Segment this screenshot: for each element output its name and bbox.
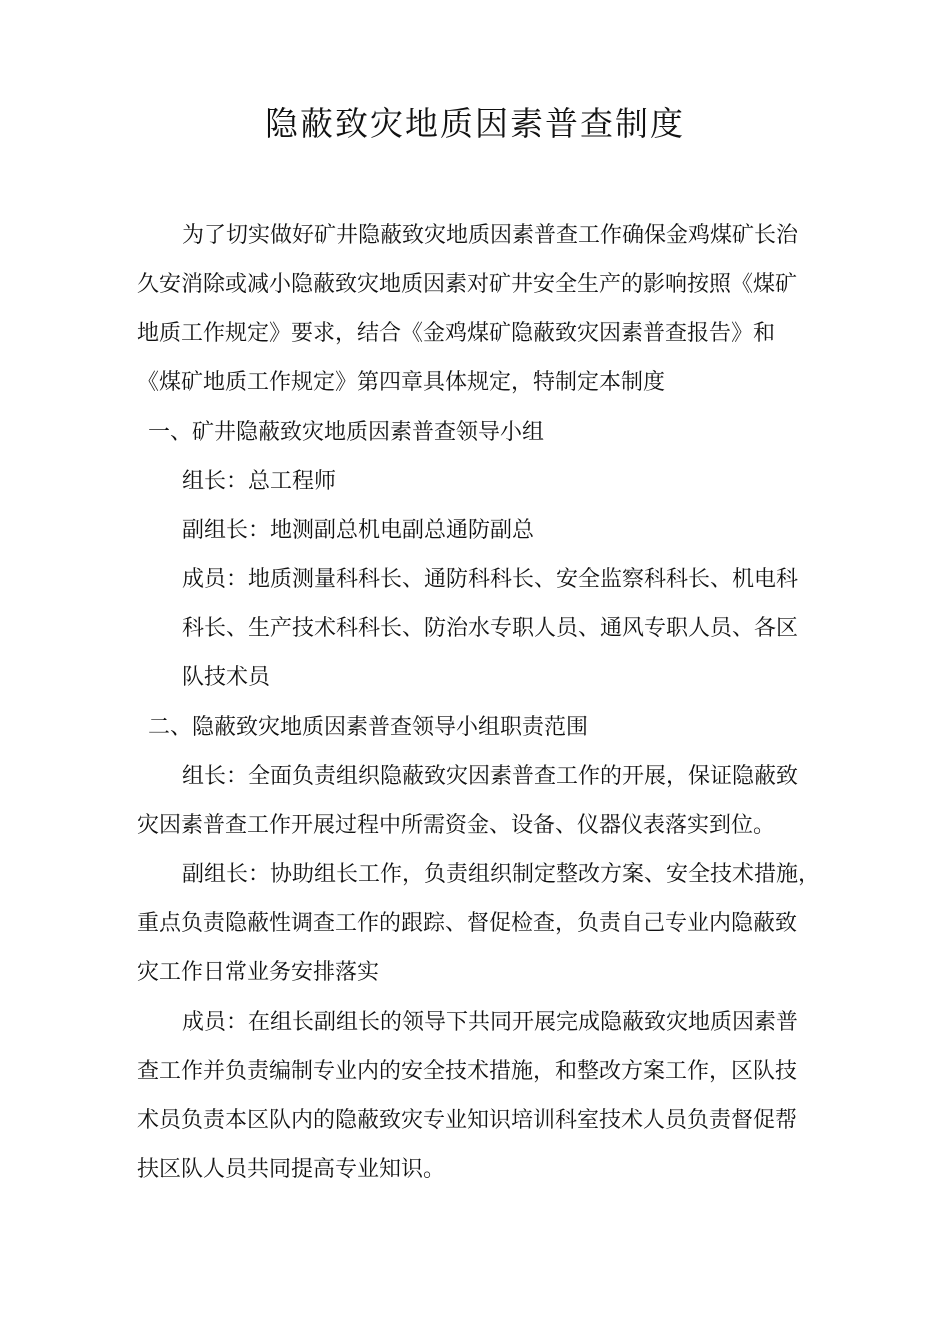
- section-2-members-line-4: 扶区队人员共同提高专业知识。: [137, 1157, 446, 1182]
- section-2-heading: 二、隐蔽致灾地质因素普查领导小组职责范围: [148, 715, 589, 740]
- section-2-leader-line-1: 组长：全面负责组织隐蔽致灾因素普查工作的开展，保证隐蔽致: [182, 764, 799, 789]
- intro-line-2: 久安消除或减小隐蔽致灾地质因素对矿井安全生产的影响按照《煤矿: [137, 272, 798, 297]
- section-1-members-line-1: 成员：地质测量科科长、通防科科长、安全监察科科长、机电科: [182, 567, 799, 592]
- section-1-heading: 一、矿井隐蔽致灾地质因素普查领导小组: [148, 420, 545, 445]
- document-title: 隐蔽致灾地质因素普查制度: [265, 104, 685, 143]
- section-2-members-line-2: 查工作并负责编制专业内的安全技术措施，和整改方案工作，区队技: [137, 1059, 798, 1084]
- section-2-deputy-line-3: 灾工作日常业务安排落实: [137, 960, 380, 985]
- section-2-deputy-line-1: 副组长：协助组长工作，负责组织制定整改方案、安全技术措施，: [182, 862, 821, 887]
- section-1-leader: 组长：总工程师: [182, 469, 337, 494]
- section-2-members-line-3: 术员负责本区队内的隐蔽致灾专业知识培训科室技术人员负责督促帮: [137, 1108, 798, 1133]
- section-2-leader-line-2: 灾因素普查工作开展过程中所需资金、设备、仪器仪表落实到位。: [137, 813, 776, 838]
- section-1-deputy: 副组长：地测副总机电副总通防副总: [182, 518, 535, 543]
- intro-line-3: 地质工作规定》要求，结合《金鸡煤矿隐蔽致灾因素普查报告》和: [137, 321, 776, 346]
- section-1-members-line-3: 队技术员: [182, 665, 271, 690]
- section-2-members-line-1: 成员：在组长副组长的领导下共同开展完成隐蔽致灾地质因素普: [182, 1010, 799, 1035]
- intro-line-4: 《煤矿地质工作规定》第四章具体规定，特制定本制度: [137, 370, 666, 395]
- section-2-deputy-line-2: 重点负责隐蔽性调查工作的跟踪、督促检查，负责自己专业内隐蔽致: [137, 911, 798, 936]
- intro-line-1: 为了切实做好矿井隐蔽致灾地质因素普查工作确保金鸡煤矿长治: [182, 223, 799, 248]
- section-1-members-line-2: 科长、生产技术科科长、防治水专职人员、通风专职人员、各区: [182, 616, 799, 641]
